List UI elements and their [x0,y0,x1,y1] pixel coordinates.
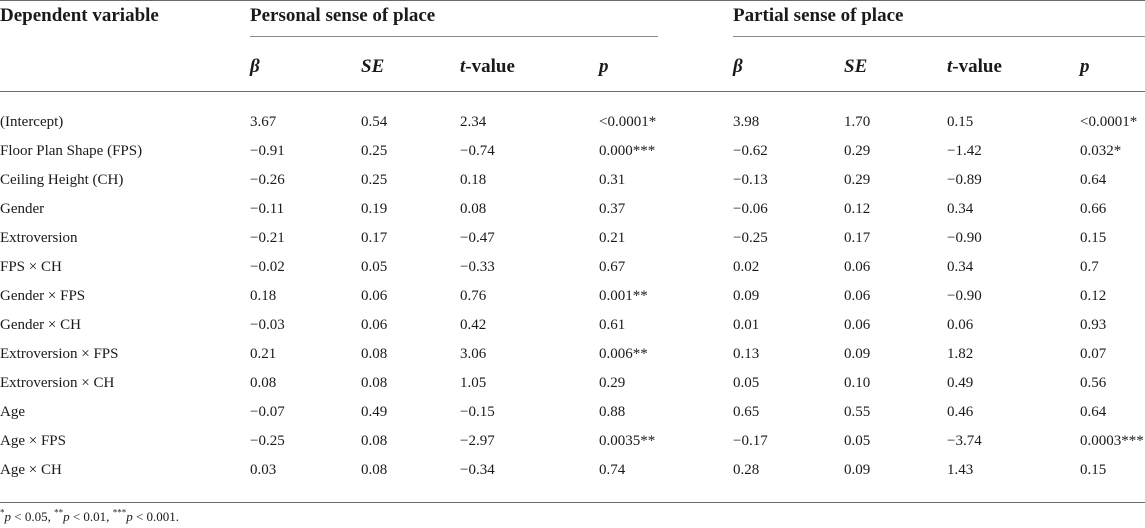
cell-variable: Extroversion × CH [0,375,115,391]
table-row [0,195,1145,224]
cell-personal-p: 0.21 [599,230,626,246]
cell-partial-p: 0.66 [1080,201,1107,217]
cell-partial-se: 1.70 [844,114,871,130]
cell-partial-t-value: 0.15 [947,114,974,130]
table-row [0,427,1145,456]
subheader-personal-t-value: t-value [460,56,515,77]
cell-partial-beta: 0.65 [733,404,760,420]
table-row [0,166,1145,195]
cell-personal-se: 0.54 [361,114,388,130]
cell-personal-p: <0.0001* [599,114,657,130]
cell-personal-p: 0.67 [599,259,626,275]
cell-personal-t-value: 0.18 [460,172,487,188]
subheader-personal-p: p [599,56,609,77]
cell-personal-t-value: −0.15 [460,404,495,420]
cell-partial-t-value: 0.06 [947,317,974,333]
header-personal-sense-of-place: Personal sense of place [250,5,436,26]
cell-personal-t-value: −0.74 [460,143,495,159]
cell-partial-se: 0.10 [844,375,871,391]
cell-partial-beta: 0.13 [733,346,760,362]
cell-partial-p: 0.7 [1080,259,1099,275]
cell-partial-se: 0.06 [844,288,871,304]
cell-personal-beta: −0.26 [250,172,285,188]
subheader-personal-se: SE [361,56,385,77]
cell-personal-p: 0.0035** [599,433,656,449]
cell-partial-t-value: 0.46 [947,404,974,420]
cell-partial-p: 0.0003*** [1080,433,1144,449]
cell-personal-t-value: 0.08 [460,201,487,217]
subheader-partial-t-value: t-value [947,56,1002,77]
cell-partial-t-value: −0.90 [947,230,982,246]
cell-partial-se: 0.09 [844,346,871,362]
partial-group-rule [733,36,1145,37]
cell-personal-p: 0.61 [599,317,626,333]
cell-personal-beta: 0.18 [250,288,277,304]
cell-partial-se: 0.17 [844,230,871,246]
header-partial-sense-of-place: Partial sense of place [733,5,904,26]
cell-partial-t-value: 1.43 [947,462,974,478]
cell-personal-t-value: 0.42 [460,317,487,333]
cell-partial-se: 0.29 [844,143,871,159]
cell-variable: Gender × CH [0,317,81,333]
cell-personal-beta: 0.08 [250,375,277,391]
subheader-partial-se: SE [844,56,868,77]
cell-partial-beta: −0.62 [733,143,768,159]
cell-partial-beta: −0.13 [733,172,768,188]
table-header-rule [0,91,1145,92]
cell-personal-p: 0.001** [599,288,648,304]
table-row [0,340,1145,369]
cell-partial-p: 0.12 [1080,288,1107,304]
cell-personal-beta: 0.03 [250,462,277,478]
header-dependent-variable: Dependent variable [0,5,159,26]
cell-variable: Age × CH [0,462,62,478]
cell-personal-t-value: −2.97 [460,433,495,449]
cell-personal-beta: −0.21 [250,230,285,246]
cell-partial-se: 0.06 [844,259,871,275]
cell-partial-t-value: −3.74 [947,433,982,449]
table-row [0,282,1145,311]
subheader-partial-p: p [1080,56,1090,77]
cell-personal-se: 0.08 [361,375,388,391]
cell-partial-beta: −0.06 [733,201,768,217]
table-row [0,108,1145,137]
cell-personal-p: 0.37 [599,201,626,217]
cell-partial-t-value: −0.89 [947,172,982,188]
cell-personal-t-value: −0.33 [460,259,495,275]
cell-personal-p: 0.31 [599,172,626,188]
cell-personal-t-value: 1.05 [460,375,487,391]
cell-personal-p: 0.74 [599,462,626,478]
cell-personal-se: 0.25 [361,172,388,188]
cell-partial-p: 0.07 [1080,346,1107,362]
cell-personal-se: 0.25 [361,143,388,159]
cell-personal-se: 0.08 [361,346,388,362]
cell-personal-beta: −0.11 [250,201,285,217]
table-row [0,137,1145,166]
cell-partial-beta: 3.98 [733,114,760,130]
subheader-partial-beta: β [733,56,743,77]
cell-partial-se: 0.29 [844,172,871,188]
cell-personal-se: 0.05 [361,259,388,275]
table-top-rule [0,0,1145,1]
table-row [0,398,1145,427]
cell-partial-se: 0.06 [844,317,871,333]
cell-personal-p: 0.88 [599,404,626,420]
cell-personal-beta: −0.03 [250,317,285,333]
cell-partial-beta: −0.17 [733,433,768,449]
table-row [0,456,1145,485]
cell-variable: Age [0,404,25,420]
cell-partial-p: 0.93 [1080,317,1107,333]
cell-variable: Ceiling Height (CH) [0,172,124,188]
cell-partial-t-value: 1.82 [947,346,974,362]
table-row [0,369,1145,398]
cell-personal-beta: −0.02 [250,259,285,275]
cell-partial-p: 0.56 [1080,375,1107,391]
cell-partial-t-value: 0.34 [947,259,974,275]
cell-personal-t-value: −0.34 [460,462,495,478]
cell-partial-p: 0.64 [1080,172,1107,188]
cell-personal-se: 0.49 [361,404,388,420]
cell-partial-se: 0.05 [844,433,871,449]
cell-personal-t-value: 0.76 [460,288,487,304]
cell-partial-p: 0.15 [1080,230,1107,246]
cell-personal-p: 0.000*** [599,143,656,159]
cell-partial-se: 0.55 [844,404,871,420]
table-row [0,224,1145,253]
cell-variable: Floor Plan Shape (FPS) [0,143,143,159]
cell-partial-p: 0.15 [1080,462,1107,478]
cell-personal-se: 0.06 [361,317,388,333]
cell-personal-p: 0.006** [599,346,648,362]
cell-partial-p: <0.0001* [1080,114,1138,130]
cell-variable: Gender [0,201,45,217]
table-row [0,253,1145,282]
cell-personal-beta: 3.67 [250,114,277,130]
table-row [0,311,1145,340]
personal-group-rule [250,36,658,37]
cell-variable: FPS × CH [0,259,62,275]
cell-personal-beta: −0.25 [250,433,285,449]
cell-personal-se: 0.06 [361,288,388,304]
table-bottom-rule [0,502,1145,503]
cell-partial-beta: 0.02 [733,259,760,275]
cell-partial-se: 0.09 [844,462,871,478]
cell-personal-se: 0.17 [361,230,388,246]
cell-variable: Extroversion × FPS [0,346,119,362]
cell-partial-beta: −0.25 [733,230,768,246]
cell-personal-beta: 0.21 [250,346,277,362]
cell-partial-beta: 0.05 [733,375,760,391]
cell-partial-beta: 0.01 [733,317,760,333]
cell-variable: (Intercept) [0,114,64,130]
cell-personal-se: 0.19 [361,201,388,217]
cell-personal-t-value: −0.47 [460,230,495,246]
cell-personal-p: 0.29 [599,375,626,391]
cell-personal-se: 0.08 [361,433,388,449]
cell-partial-beta: 0.28 [733,462,760,478]
cell-partial-se: 0.12 [844,201,871,217]
cell-personal-t-value: 3.06 [460,346,487,362]
cell-partial-p: 0.032* [1080,143,1122,159]
cell-partial-t-value: −0.90 [947,288,982,304]
cell-variable: Extroversion [0,230,78,246]
subheader-personal-beta: β [250,56,260,77]
cell-partial-beta: 0.09 [733,288,760,304]
cell-variable: Age × FPS [0,433,66,449]
cell-partial-p: 0.64 [1080,404,1107,420]
cell-personal-beta: −0.91 [250,143,285,159]
cell-variable: Gender × FPS [0,288,86,304]
cell-personal-se: 0.08 [361,462,388,478]
cell-personal-t-value: 2.34 [460,114,487,130]
table-footnote: *p < 0.05, **p < 0.01, ***p < 0.001. [0,507,180,524]
cell-partial-t-value: 0.49 [947,375,974,391]
cell-partial-t-value: −1.42 [947,143,982,159]
cell-partial-t-value: 0.34 [947,201,974,217]
cell-personal-beta: −0.07 [250,404,285,420]
